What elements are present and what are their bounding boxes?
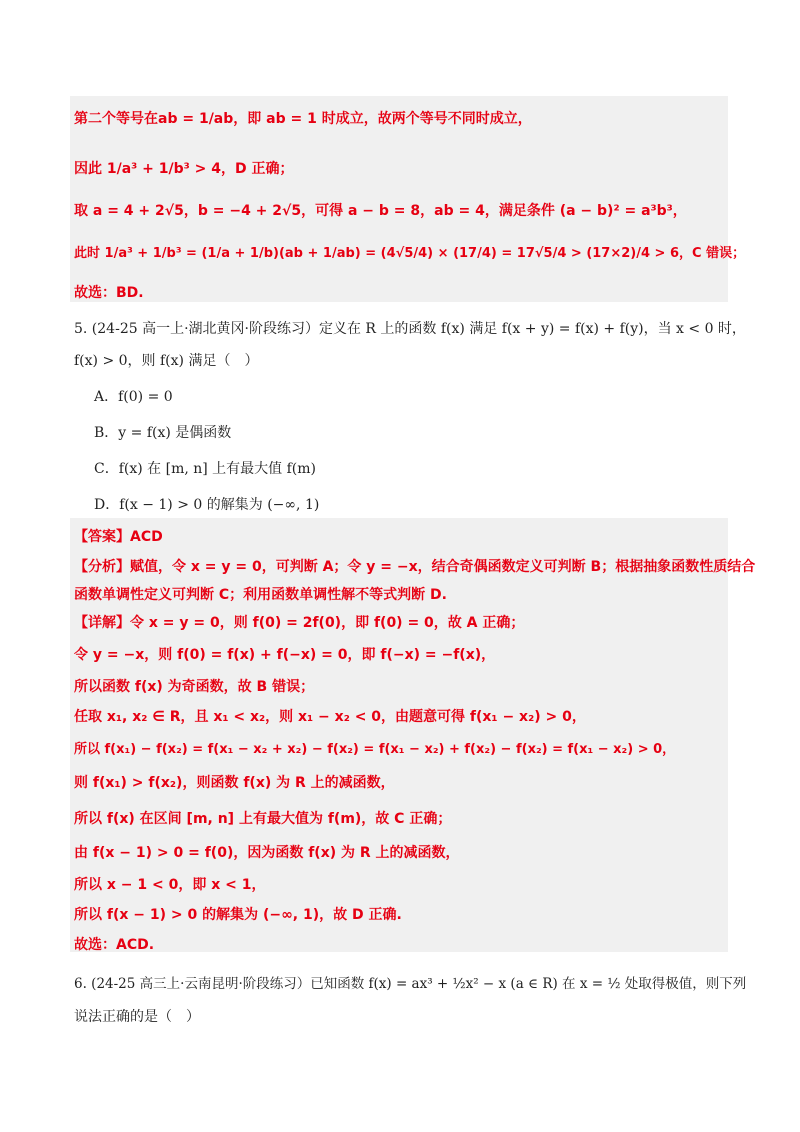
- solution-q5-detail-line8: 由 f(x − 1) > 0 = f(0)，因为函数 f(x) 为 R 上的减函数，: [74, 845, 460, 861]
- solution-q5-detail-line1: 【详解】令 x = y = 0，则 f(0) = 2f(0)，即 f(0) = 0，故 A 正确；: [74, 615, 525, 631]
- solution-q5-analysis-line2: 函数单调性定义可判断 C；利用函数单调性解不等式判断 D.: [74, 587, 447, 603]
- question6-stem-line1: 6. (24-25 高三上·云南昆明·阶段练习）已知函数 f(x) = ax³ + ½x² − x (a ∈ R) 在 x = ½ 处取得极值，则下列: [74, 976, 747, 992]
- solution-q4-line4: 此时 1/a³ + 1/b³ = (1/a + 1/b)(ab + 1/ab) = (4√5/4) × (17/4) = 17√5/4 > (17×2)/4 > 6，C 错误；: [74, 246, 746, 261]
- question5-option-d: D．f(x − 1) > 0 的解集为 (−∞, 1): [94, 497, 320, 513]
- solution-q5-answer: 【答案】ACD: [74, 529, 163, 545]
- solution-q4-line3: 取 a = 4 + 2√5，b = −4 + 2√5，可得 a − b = 8，ab = 4，满足条件 (a − b)² = a³b³，: [74, 203, 687, 219]
- solution-q4-line1: 第二个等号在ab = 1/ab，即 ab = 1 时成立，故两个等号不同时成立，: [74, 111, 532, 127]
- solution-q5-detail-line10: 所以 f(x − 1) > 0 的解集为 (−∞, 1)，故 D 正确.: [74, 907, 402, 923]
- question5-stem-line2: f(x) > 0，则 f(x) 满足（ ）: [74, 353, 259, 369]
- question5-option-c: C．f(x) 在 [m, n] 上有最大值 f(m): [94, 461, 317, 477]
- solution-q5-final-answer: 故选：ACD.: [74, 937, 155, 953]
- solution-q4-final-answer: 故选：BD.: [74, 285, 144, 301]
- solution-q5-detail-line2: 令 y = −x，则 f(0) = f(x) + f(−x) = 0，即 f(−x) = −f(x)，: [74, 647, 496, 663]
- solution-q5-detail-line4: 任取 x₁, x₂ ∈ R，且 x₁ < x₂，则 x₁ − x₂ < 0，由题意可得 f(x₁ − x₂) > 0，: [74, 709, 586, 725]
- solution-q5-detail-line7: 所以 f(x) 在区间 [m, n] 上有最大值为 f(m)，故 C 正确；: [74, 811, 452, 827]
- question6-stem-line2: 说法正确的是（ ）: [74, 1009, 200, 1025]
- solution-q5-detail-line3: 所以函数 f(x) 为奇函数，故 B 错误；: [74, 679, 315, 695]
- question5-option-a: A．f(0) = 0: [94, 389, 173, 405]
- solution-q4-line2: 因此 1/a³ + 1/b³ > 4，D 正确；: [74, 161, 294, 177]
- question5-stem-line1: 5. (24-25 高一上·湖北黄冈·阶段练习）定义在 R 上的函数 f(x) 满足 f(x + y) = f(x) + f(y)，当 x < 0 时，: [74, 321, 746, 337]
- solution-q5-detail-line6: 则 f(x₁) > f(x₂)，则函数 f(x) 为 R 上的减函数，: [74, 775, 395, 791]
- question5-option-b: B．y = f(x) 是偶函数: [94, 425, 232, 441]
- solution-q5-analysis-line1: 【分析】赋值，令 x = y = 0，可判断 A；令 y = −x，结合奇偶函数定义可判断 B；根据抽象函数性质结合: [74, 559, 756, 575]
- solution-q5-detail-line5: 所以 f(x₁) − f(x₂) = f(x₁ − x₂ + x₂) − f(x₂) = f(x₁ − x₂) + f(x₂) − f(x₂) = f(x₁ − x₂) > 0，: [74, 742, 676, 757]
- solution-q5-detail-line9: 所以 x − 1 < 0，即 x < 1，: [74, 877, 266, 893]
